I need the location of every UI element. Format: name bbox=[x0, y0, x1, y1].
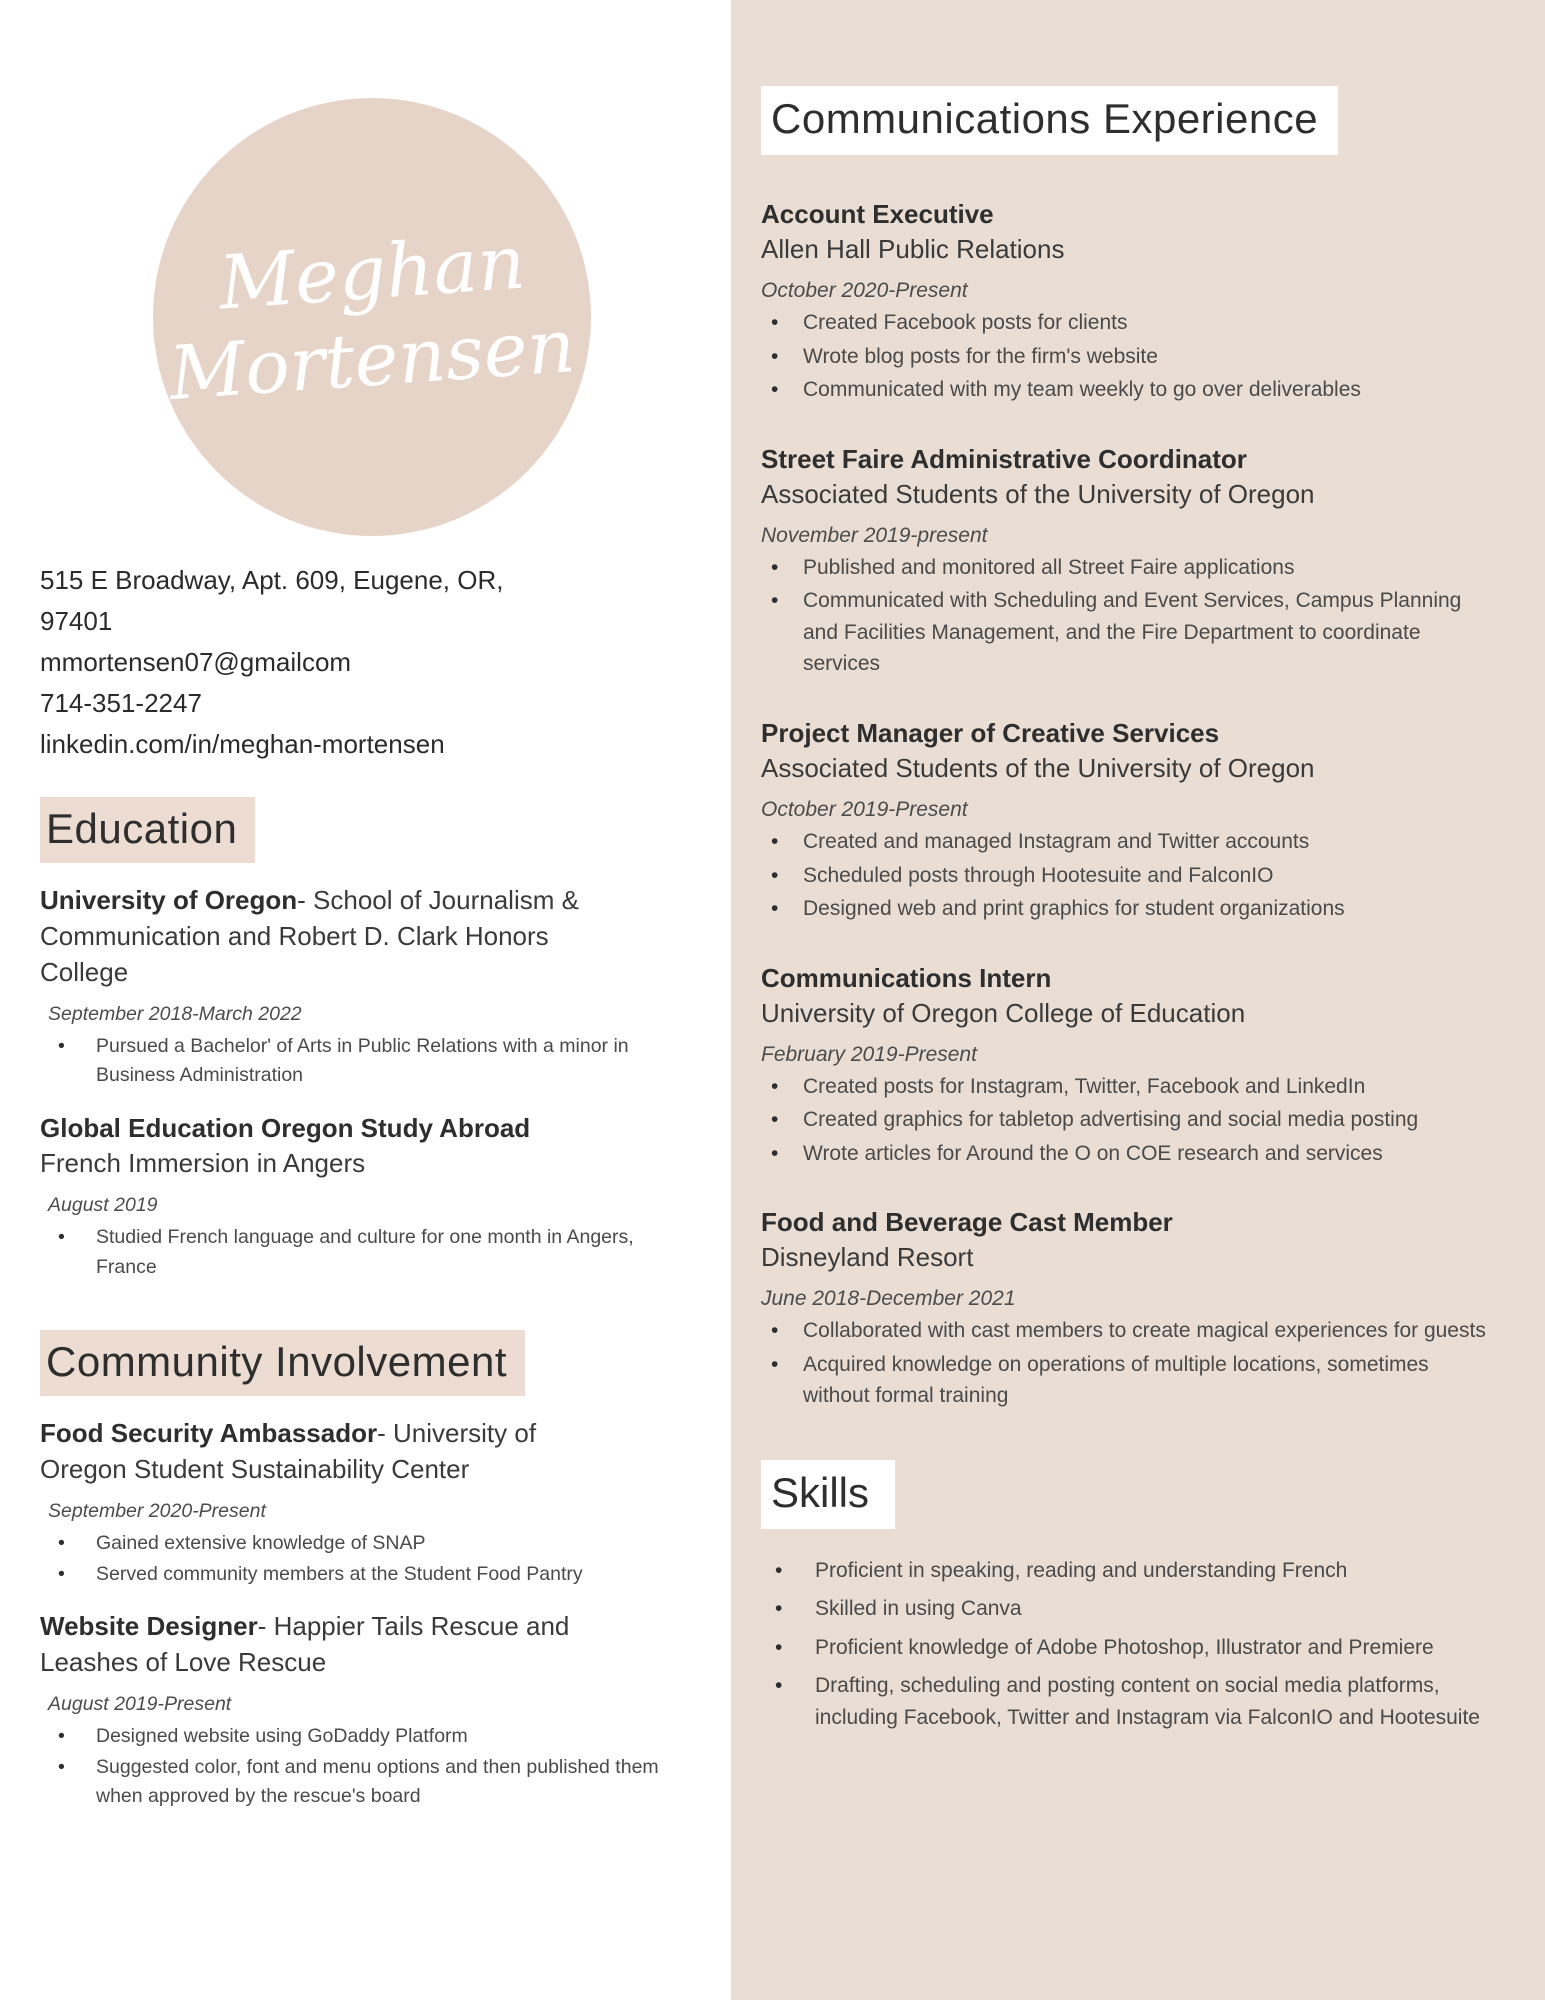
job-bullets bbox=[761, 307, 1521, 406]
skills-heading: Skills bbox=[761, 1460, 895, 1529]
bullet-item: • Acquired knowledge on operations of multiple locations, sometimes without formal training bbox=[761, 1349, 1493, 1412]
bullet-item: • Drafting, scheduling and posting content on social media platforms, including Facebook, Twitter and Instagram via FalconIO and Hootesuite bbox=[761, 1670, 1493, 1733]
bullet-item: • Created posts for Instagram, Twitter, Facebook and LinkedIn bbox=[761, 1071, 1493, 1103]
education-entry-bullets bbox=[40, 1032, 685, 1091]
bullet-item: • Communicated with Scheduling and Event Services, Campus Planning and Facilities Management, and the Fire Department to coordinate services bbox=[761, 585, 1493, 680]
job-date: October 2020-Present bbox=[761, 279, 968, 303]
contact-block bbox=[40, 560, 701, 765]
community-entry-title-rest: - University of Oregon Student Sustainability Center bbox=[40, 1417, 537, 1484]
job-title: Street Faire Administrative Coordinator bbox=[761, 443, 1247, 474]
community-entry bbox=[40, 1416, 605, 1589]
bullet-item: • Created Facebook posts for clients bbox=[761, 307, 1493, 339]
education-entry-date: September 2018-March 2022 bbox=[48, 1003, 302, 1026]
bullet-item: • Wrote blog posts for the firm's website bbox=[761, 341, 1493, 373]
job-organization: Associated Students of the University of Oregon bbox=[761, 752, 1315, 783]
skills-list bbox=[761, 1555, 1521, 1734]
job-bullets bbox=[761, 826, 1521, 925]
bullet-item: • Designed web and print graphics for student organizations bbox=[761, 893, 1493, 925]
bullet-item: • Gained extensive knowledge of SNAP bbox=[40, 1529, 685, 1558]
job-entry bbox=[761, 1205, 1521, 1412]
bullet-item: • Suggested color, font and menu options and then published them when approved by the rescue's board bbox=[40, 1753, 685, 1812]
community-entry-title-rest: - Happier Tails Rescue and Leashes of Love Rescue bbox=[40, 1611, 570, 1677]
community-entry-title-bold: Food Security Ambassador bbox=[40, 1417, 378, 1448]
job-date: June 2018-December 2021 bbox=[761, 1287, 1016, 1311]
bullet-item: • Proficient knowledge of Adobe Photoshop, Illustrator and Premiere bbox=[761, 1632, 1493, 1664]
name-first: Meghan bbox=[216, 219, 528, 327]
job-title: Food and Beverage Cast Member bbox=[761, 1207, 1173, 1238]
job-entry bbox=[761, 197, 1521, 406]
education-entry bbox=[40, 1111, 634, 1282]
bullet-item: • Skilled in using Canva bbox=[761, 1593, 1493, 1625]
bullet-item: • Designed website using GoDaddy Platform bbox=[40, 1722, 685, 1751]
community-entry-title-bold: Website Designer bbox=[40, 1611, 258, 1642]
email-text: mmortensen07@gmailcom bbox=[40, 647, 352, 678]
bullet-item: • Created graphics for tabletop advertising and social media posting bbox=[761, 1104, 1493, 1136]
education-entry bbox=[40, 883, 629, 1090]
left-column bbox=[0, 0, 731, 2000]
community-entry-bullets bbox=[40, 1529, 685, 1590]
job-date: October 2019-Present bbox=[761, 798, 968, 822]
community-entry bbox=[40, 1609, 659, 1812]
education-entry-title-rest: - School of Journalism & Communication and Robert D. Clark Honors College bbox=[40, 885, 579, 988]
bullet-item: • Studied French language and culture for one month in Angers, France bbox=[40, 1223, 685, 1282]
community-entry-title bbox=[40, 1609, 605, 1681]
education-entry-title-bold: Global Education Oregon Study Abroad bbox=[40, 1112, 531, 1143]
bullet-item: • Created and managed Instagram and Twitter accounts bbox=[761, 826, 1493, 858]
bullet-item: • Pursued a Bachelor' of Arts in Public Relations with a minor in Business Administration bbox=[40, 1032, 685, 1091]
job-bullets bbox=[761, 1071, 1521, 1170]
address-line-2: 97401 bbox=[40, 606, 113, 637]
job-title: Communications Intern bbox=[761, 962, 1052, 993]
community-entry-bullets bbox=[40, 1722, 685, 1812]
bullet-item: • Wrote articles for Around the O on COE research and services bbox=[761, 1138, 1493, 1170]
job-bullets bbox=[761, 1315, 1521, 1412]
phone-text: 714-351-2247 bbox=[40, 688, 202, 719]
bullet-item: • Proficient in speaking, reading and understanding French bbox=[761, 1555, 1493, 1587]
bullet-item: • Collaborated with cast members to create magical experiences for guests bbox=[761, 1315, 1493, 1347]
address-line-1: 515 E Broadway, Apt. 609, Eugene, OR, bbox=[40, 565, 504, 595]
job-organization: Disneyland Resort bbox=[761, 1242, 974, 1273]
name-monogram-circle bbox=[153, 98, 591, 536]
job-bullets bbox=[761, 552, 1521, 680]
bullet-item: • Communicated with my team weekly to go over deliverables bbox=[761, 374, 1493, 406]
job-date: February 2019-Present bbox=[761, 1042, 977, 1066]
job-date: November 2019-present bbox=[761, 523, 988, 547]
education-entry-subtitle: French Immersion in Angers bbox=[40, 1148, 366, 1179]
community-entry-date: September 2020-Present bbox=[48, 1499, 266, 1522]
job-title: Account Executive bbox=[761, 199, 994, 229]
community-entry-date: August 2019-Present bbox=[48, 1692, 232, 1715]
bullet-item: • Served community members at the Student Food Pantry bbox=[40, 1560, 685, 1589]
education-heading: Education bbox=[40, 797, 255, 863]
education-entry-bullets bbox=[40, 1223, 685, 1282]
bullet-item: • Scheduled posts through Hootesuite and FalconIO bbox=[761, 860, 1493, 892]
job-organization: Associated Students of the University of Oregon bbox=[761, 478, 1315, 509]
job-entry bbox=[761, 716, 1521, 925]
education-entry-title-bold: University of Oregon bbox=[40, 885, 298, 916]
community-involvement-heading: Community Involvement bbox=[40, 1330, 525, 1396]
job-organization: Allen Hall Public Relations bbox=[761, 234, 1065, 265]
job-title: Project Manager of Creative Services bbox=[761, 717, 1220, 748]
job-organization: University of Oregon College of Education bbox=[761, 997, 1246, 1028]
experience-heading: Communications Experience bbox=[761, 86, 1338, 155]
bullet-item: • Published and monitored all Street Faire applications bbox=[761, 552, 1493, 584]
community-entry-title bbox=[40, 1416, 605, 1488]
education-entry-title bbox=[40, 1111, 605, 1147]
name-last: Mortensen bbox=[166, 302, 578, 418]
right-column bbox=[731, 0, 1545, 2000]
job-entry bbox=[761, 442, 1521, 680]
linkedin-text: linkedin.com/in/meghan-mortensen bbox=[40, 729, 445, 760]
education-entry-title bbox=[40, 883, 605, 991]
education-entry-date: August 2019 bbox=[48, 1194, 158, 1217]
job-entry bbox=[761, 961, 1521, 1170]
